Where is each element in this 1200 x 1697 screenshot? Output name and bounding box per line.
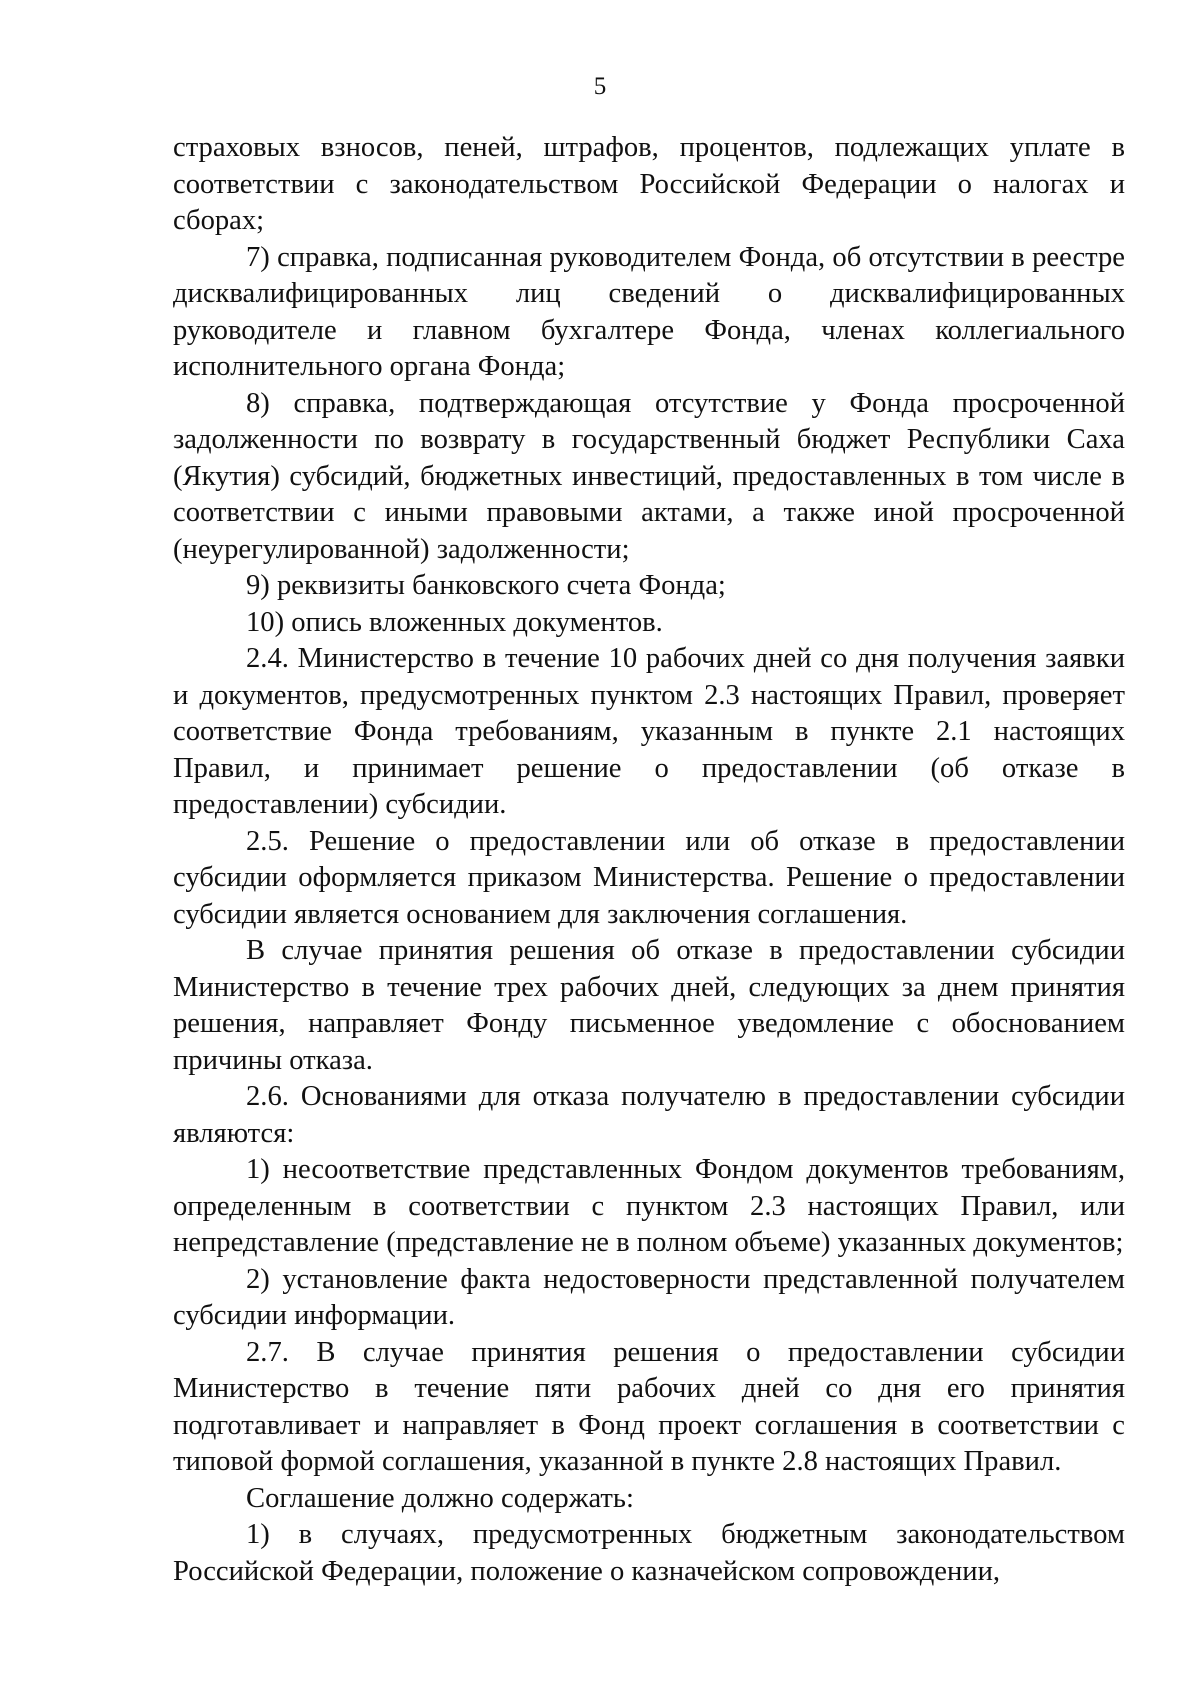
paragraph: 9) реквизиты банковского счета Фонда; bbox=[246, 570, 726, 601]
paragraph: В случае принятия решения об отказе в предоставлении субсидии Министерство в течение трех рабочих дней, следующих за днем принятия решения, направляет Фонду письменное уведомление с обоснованием причины отказа. bbox=[173, 935, 1125, 1076]
paragraph: 10) опись вложенных документов. bbox=[246, 606, 663, 638]
paragraph: 1) несоответствие представленных Фондом документов требованиям, определенным в соответствии с пунктом 2.3 настоящих Правил, или непредставление (представление не в полном объеме) указанных документов; bbox=[173, 1154, 1125, 1258]
paragraph: 7) справка, подписанная руководителем Фонда, об отсутствии в реестре дисквалифицированных лиц сведений о дисквалифицированных руководителе и главном бухгалтере Фонда, членах коллегиального исполнительного органа Фонда; bbox=[173, 241, 1125, 382]
paragraph: страховых взносов, пеней, штрафов, процентов, подлежащих уплате в соответствии с законодательством Российской Федерации о налогах и сборах; bbox=[173, 132, 1125, 236]
paragraph: 2) установление факта недостоверности представленной получателем субсидии информации. bbox=[173, 1263, 1125, 1331]
paragraph: 2.6. Основаниями для отказа получателю в предоставлении субсидии являются: bbox=[173, 1081, 1125, 1149]
paragraph: 2.5. Решение о предоставлении или об отказе в предоставлении субсидии оформляется приказом Министерства. Решение о предоставлении субсидии является основанием для заключения соглашения. bbox=[173, 825, 1125, 930]
document-body bbox=[173, 130, 1125, 1590]
paragraph: 2.4. Министерство в течение 10 рабочих дней со дня получения заявки и документов, предусмотренных пунктом 2.3 настоящих Правил, проверяет соответствие Фонда требованиям, указанным в пункте 2.1 настоящих Правил, и принимает решение о предоставлении (об отказе в предоставлении) субсидии. bbox=[173, 643, 1125, 820]
paragraph: 8) справка, подтверждающая отсутствие у Фонда просроченной задолженности по возврату в государственный бюджет Республики Саха (Якутия) субсидий, бюджетных инвестиций, предоставленных в том числе в соответствии с иными правовыми актами, а также иной просроченной (неурегулированной) задолженности; bbox=[173, 387, 1125, 565]
paragraph: 1) в случаях, предусмотренных бюджетным законодательством Российской Федерации, положение о казначейском сопровождении, bbox=[173, 1519, 1125, 1587]
paragraph: Соглашение должно содержать: bbox=[246, 1482, 634, 1514]
paragraph: 2.7. В случае принятия решения о предоставлении субсидии Министерство в течение пяти рабочих дней со дня его принятия подготавливает и направляет в Фонд проект соглашения в соответствии с типовой формой соглашения, указанной в пункте 2.8 настоящих Правил. bbox=[173, 1336, 1125, 1477]
page-number: 5 bbox=[593, 73, 607, 100]
